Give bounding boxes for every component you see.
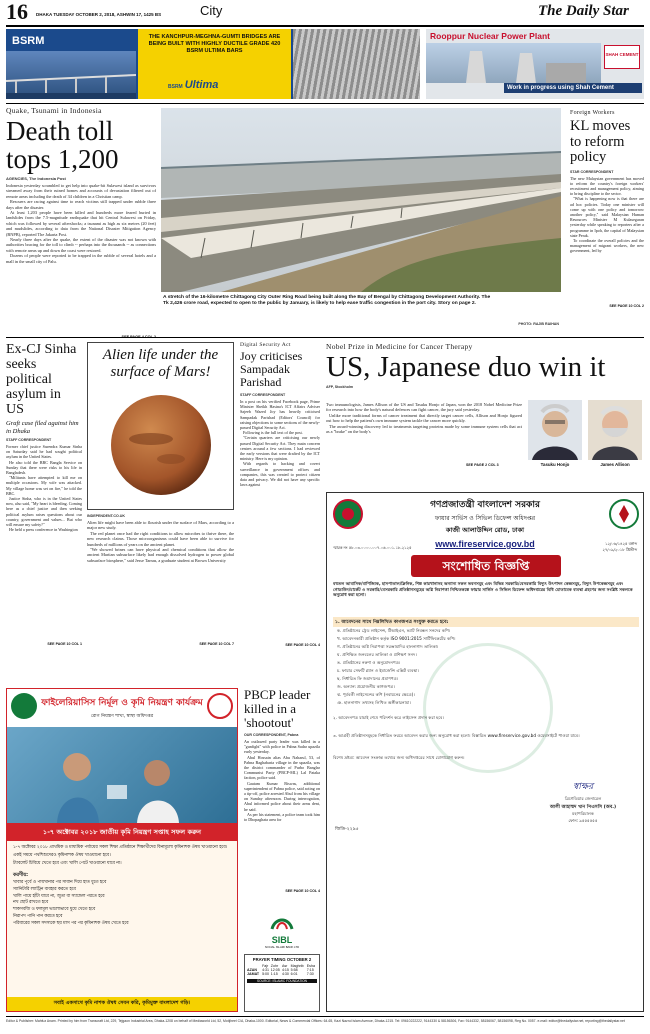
dsa-kicker: Digital Security Act [240,342,291,348]
mars-jump[interactable]: SEE PAGE 10 COL 7 [199,642,234,646]
prayer-col: Fajr [262,964,269,968]
gov-ref: জিডি-২২৯৫ [335,827,359,832]
nobel-body [326,402,522,460]
kirmi-habit: পরিবারের সকল সদস্যকে ছয় মাস পর পর কৃমিনাশক ঔষধ খেতে হবে [13,920,129,926]
dsa-headline[interactable]: Joy criticises Sampadak Parishad [240,349,303,389]
ad-rule [6,103,644,104]
kirmi-banner: ১-৭ অক্টোবর ২০১৮ জাতীয় কৃমি নিয়ন্ত্রণ সপ্তাহ সফল করুন [7,823,237,841]
kirmi-header [7,689,237,727]
road-photo [161,108,561,330]
gov-item: ঝ. পূর্ববর্তী লাইসেন্সের কপি (নবায়নের ক্ষেত্রে)। [337,692,415,697]
quake-para: Rescuers are racing against time to reach victims still trapped under rubble three days after the disaster. [6,199,156,210]
gov-header-1: গণপ্রজাতন্ত্রী বাংলাদেশ সরকার [430,500,540,510]
nobel-para: The award-winning discovery led to treatments targeting proteins made by some immune system cells that act as a "brake" on the body's [326,423,522,435]
page-number: 16 [6,0,28,24]
sinha-subhead: Graft case filed against him in Dhaka [6,420,79,435]
gov-item: চ. ফায়ার সেফটি প্ল্যান ও ইমার্জেন্সি এক্সিট ব্যবস্থা। [337,668,419,673]
sibl-logo [252,915,312,951]
quake-story [6,106,156,331]
gov-seal [333,499,363,529]
kirmi-ad [6,688,238,1012]
sinha-para: Former chief justice Surendra Kumar Sinha on Saturday said he had sought political asylum in the United States. [6,444,82,460]
nobel-para: Two immunologists, James Allison of the US and Tasuku Honjo of Japan, won the 2018 Nobel Medicine Prize for research into how the body's natural defences can fight cancer, the jury said yesterday. [326,402,522,413]
kl-para: "What is happening now is that there are ad hoc policies. Today one minister will come up with one policy and tomorrow another policy," said Malaysian Human Resources Minister M Kulasegaran yesterday while speaking to reporters after a programme in Ipoh, the capital of Malaysian state Perak. [570,196,644,238]
kirmi-habits-title: করণীয়: [13,873,29,878]
sibl-brand: SIBL [271,935,293,945]
pbcp-para: Gautam Kumar Biswas, additional superintendent of Pabna police, said acting on a tip-off, police arrested Abul from his village on Sunday afternoon. During interrogation, Abul informed police about their arms dent, he said. [244,780,320,812]
gov-seal-inner [342,508,354,520]
gov-item: ঞ. হালনাগাদ তথ্যসহ লিখিত অঙ্গীকারনামা। [337,700,411,705]
quake-para: Nearly three days after the quake, the extent of the disaster was not known with authorities bracing for the toll to climb -- perhaps into the thousands -- as connections with remote areas up and down the coast were restored. [6,237,156,253]
dsa-story [240,342,320,682]
gov-watermark [423,643,553,773]
masthead-rule [6,25,644,27]
shah-logo-box [604,45,640,69]
sinha-headline[interactable]: Ex-CJ Sinha seeks political asylum in US [6,342,77,417]
gov-title-banner [411,555,561,577]
gov-memo: স্মারক নং ৫৮.০৩.০০০০.০০৭.০৬.০০১.১৮-২১২৫ [333,545,412,550]
mars-para: The red planet once had the right conditions to allow microbes to thrive there, the new research claims. Those microorganisms could have been able to survive for hundreds of millions of years on the ancient planet. [87,530,234,547]
prayer-val: 5:58 [290,968,298,972]
plant-graphic [426,43,601,83]
bars-graphic [293,29,420,99]
dsa-para: Following is the full text of the post. [243,430,303,436]
sinha-story [6,342,82,682]
prayer-label: JAMAT [247,972,260,976]
sinha-para: Justice Sinha, who is in the United States now, also said, "My heart is bleeding. Coming here as a chief justice and then seeking political asylum raises questions about our country, government and values... But who will ensure my safety?" [6,496,82,528]
sinha-para: "Militants have attempted to kill me on multiple occasions. My wife was attacked. My village home was set on fire," he told the BBC. [6,475,82,496]
kirmi-logo-left [11,693,37,719]
gov-item: ঙ. প্রতিষ্ঠানের নকশা ও অনুমোদনপত্র। [337,660,401,665]
honjo-photo [528,400,582,460]
prayer-val: 12:05 [270,968,280,972]
sibl-full: SOCIAL ISLAMI BANK LTD [264,945,300,949]
pbcp-para: Abul Hossain alias Abu Naharul, 53, of Pabna Baghabaria village in the upazila, was the district commander of Purbo Banglar Communist Party (PBCP-ML) Lal Pataka faction, police said. [244,754,320,781]
shah-logo: SHAH CEMENT [605,52,639,57]
gov-header-3: কাজী আলাউদ্দিন রোড, ঢাকা [445,526,525,534]
kirmi-title: ফাইলেরিয়াসিস নির্মূল ও কৃমি নিয়ন্ত্রণ কার্যক্রম [41,698,203,708]
prayer-val: 5:00 [262,972,270,976]
kirmi-point: একই সময়ে পথশিশুদেরও কৃমিনাশক ঔষধ খাওয়ানো হবে। [13,853,111,858]
gov-website[interactable]: www.fireservice.gov.bd [435,539,535,549]
gov-item: জ. অন্যান্য প্রয়োজনীয় কাগজপত্র। [337,684,395,689]
masthead [0,0,650,26]
pbcp-jump[interactable]: SEE PAGE 10 COL 4 [285,889,320,893]
pbcp-byline: OUR CORRESPONDENT, Pabna [244,733,299,737]
gov-phone: ফোন: ৯৫৫৫৫৫৫ [568,818,598,823]
footer-rule [6,1016,644,1017]
pbcp-story [244,688,320,914]
sibl-mark [267,915,297,931]
gov-intro: বহুতল আবাসিক/বাণিজ্যিক, হাসপাতাল/ক্লিনিক, শিল্প কারখানাসহ অন্যান্য সকল ভবনসমূহ এবং বিভিন্ন সরকারি/বেসরকারি বিদ্যুৎ উৎপাদন কেন্দ্রসমূহ, বিদ্যুৎ উপকেন্দ্রসমূহ এবং গোডাউন/মার্কেট ও সরকারি/বেসরকারি প্রতিষ্ঠানসমূহের অগ্নি নিরাপত্তা নিশ্চিতকল্পে ফায়ার সার্ভিস ও সিভিল ডিফেন্স অধিদপ্তরের বিধি মোতাবেক ব্যবস্থা গ্রহণের জন্য সংশ্লিষ্ট সকলকে অনুরোধ করা হলো। [333,581,633,598]
prayer-val: 4:31 [262,968,270,972]
quake-headline[interactable]: Death toll tops 1,200 [6,116,119,174]
bridge-graphic [6,51,136,99]
photo-credit: PHOTO: RAJIB RAIHAN [518,322,559,326]
prayer-val: 6:01 [290,972,298,976]
ultima-name: Ultima [184,79,219,91]
dsa-para: In a post on his verified Facebook page, Prime Minister Sheikh Hasina's ICT Affairs Adviser Sajeeb Wazed Joy has heavily criticised Sampadak Parishad (Editors' Council) for raising objections to some sections of the newly-passed Digital Security Act. [240,399,320,431]
gov-note-3: ৩. আগ্রহী প্রতিষ্ঠানসমূহকে নির্ধারিত ফরমে আবেদন করার জন্য অনুরোধ করা হলো। বিস্তারিত www.fireservice.gov.bd ওয়েবসাইটে পাওয়া যাবে। [333,733,580,738]
gov-item: ঘ. প্রশিক্ষিত জনবলের তালিকা ও প্রশিক্ষণ সনদ। [337,652,417,657]
kirmi-logo-right [207,693,233,719]
dsa-jump[interactable]: SEE PAGE 10 COL 4 [285,643,320,647]
mars-story [87,342,234,682]
sinha-para: He also told the BBC Bangla Service on Sunday that there were risks to his life in Bangladesh. [6,459,82,476]
section-name: City [200,3,223,18]
sinha-jump[interactable]: SEE PAGE 10 COL 1 [47,642,82,646]
mars-body [87,520,234,642]
mars-para: "We showed brines can have physical and chemical conditions that allow the ancient Martian subsurface likely had enough dissolved hydrogen to power global subsurface biosphere," said Jesse Tarnas, a graduate student at Brown University [87,547,234,563]
prayer-val: 7:30 [306,972,314,976]
gov-footer-note: বিশেষ দ্রষ্টব্য: আবেদন সংক্রান্ত তথ্যের জন্য অধিদপ্তরের সাথে যোগাযোগ করুন। [333,755,465,760]
bsrm-headline-box [138,29,291,99]
gov-title: সংশোধিত বিজ্ঞপ্তি [442,559,530,573]
kirmi-point: ট্যাবলেট চিবিয়ে খেতে হবে এবং খালি পেটে খাওয়ানো যাবে না। [13,861,122,866]
gov-signature: স্বাক্ষর [572,781,594,791]
prayer-col: Zohr [270,964,279,968]
prayer-val: 7:15 [306,968,314,972]
kl-kicker: Foreign Workers [570,110,615,116]
kl-story [570,110,644,332]
gov-signatory-name: আলী আহাম্মদ খান পিএসসি (অব.) [549,805,617,810]
ultima-prefix: BSRM [168,84,183,90]
kirmi-subtitle: রোগ নিয়ন্ত্রণ শাখা, স্বাস্থ্য অধিদপ্তর [90,714,154,719]
sinha-body [6,444,82,642]
mars-para: Alien life might have been able to flourish under the surface of Mars, according to a major new study. [87,520,234,531]
nobel-kicker: Nobel Prize in Medicine for Cancer Therapy [326,342,473,351]
quake-byline: AGENCIES, The Indonesia Post [6,176,66,181]
gov-item: ক. প্রতিষ্ঠানের ট্রেড লাইসেন্স, টিআইএন, ভ্যাট নিবন্ধন সনদের কপি। [337,628,451,633]
sinha-para: He held a press conference in Washington [9,527,78,533]
prayer-val: 4:15 [281,968,289,972]
dsa-body [240,399,320,643]
kl-para: The new Malaysian government has moved to reform the country's foreign workers' recruitment and management policy, aiming to bring discipline to the sector. [570,175,644,197]
dsa-para: "Certain quarters are criticising our newly passed Digital Security Act. They main concern centres around a few sections. I had reviewed the early versions that were drafted by the ICT ministry. Here is my opinion. [240,435,320,462]
allison-name: James Allison [600,462,630,467]
footer-imprint: Editor & Publisher: Mahfuz Anam. Printed by him from Transcraft Ltd, 229, Tejgaon Industrial Area, Dhaka-1208 on behalf of Mediaworld Ltd, 52, Motijheel C/A, Dhaka-1000. Editorial, News & Commercial Offices: 64-65, Kazi Nazrul Islam Avenue, Dhaka-1215. Tel: 09610222222, 9144330 & 58156306, Fax: 9144332, 58156067, 58156098, Reg No. 0057. e-mail: editor@thedailystar.net, reporting@thedailystar.net [6,1019,625,1023]
prayer-val: 4:30 [281,972,289,976]
prayer-col: Maghrib [290,964,304,968]
gov-note-2: ২. আবেদনপত্র যাচাই শেষে পরিদর্শন করে লাইসেন্স প্রদান করা হবে। [333,715,444,720]
honjo-name: Tasuku Honjo [540,462,570,467]
gov-date-1: ১২/০৬/১৪২৫ বঙ্গাব্দ [605,541,637,546]
kl-headline[interactable]: KL moves to reform policy [570,118,631,165]
mars-credit: INDEPENDENT.CO.UK [87,514,125,518]
gov-ad [326,492,644,1012]
bsrm-headline: THE KANCHPUR-MEGHNA-GUMTI BRIDGES ARE BEING BUILT WITH HIGHLY DUCTILE GRADE 420 BSRM ULTIMA BARS [148,34,281,55]
kirmi-slogan: সবাই একসাথে কৃমি নাশক ঔষধ সেবন করি, কৃমিমুক্ত বাংলাদেশ গড়ি। [7,997,237,1011]
kirmi-habit: স্যানিটারি ল্যাট্রিন ব্যবহার করতে হবে [13,886,76,892]
gov-signatory-title2: মহাপরিচালক [572,811,594,816]
shah-title: Rooppur Nuclear Power Plant [430,31,550,41]
kirmi-points [7,841,237,932]
allison-photo [588,400,642,460]
nobel-story [326,342,644,492]
fire-logo [609,499,639,529]
ultima-brand [168,79,218,91]
quake-para: Dozens of people were reported to be trapped in the rubble of several hotels and a mall in the small city of Palu. [6,253,156,264]
prayer-val: 1:15 [270,972,278,976]
quake-body [6,183,156,335]
nobel-headline[interactable]: US, Japanese duo win it [326,351,606,383]
pbcp-headline[interactable]: PBCP leader killed in a 'shootout' [244,687,311,730]
pbcp-body [244,739,320,889]
nobel-byline: AFP, Stockholm [326,385,354,389]
mars-box [87,342,234,510]
gov-header-2: ফায়ার সার্ভিস ও সিভিল ডিফেন্স অধিদপ্তর [434,515,536,522]
dsa-para: With regards to hacking and covert surveillance in government offices and companies, this was created to protect citizen data and privacy. We did not have any specific laws against [240,461,320,488]
gov-list-title: ১. আবেদনের সাথে নিম্নলিখিত কাগজপত্র সংযুক্ত করতে হবে: [333,617,639,627]
gov-item: খ. আবেদনকারী প্রতিষ্ঠান কর্তৃক ISO 9001:2015 সার্টিফিকেটের কপি। [337,636,456,641]
dsa-byline: STAFF CORRESPONDENT [240,393,286,397]
prayer-source: SOURCE: ISLAMIC FOUNDATION [247,979,317,983]
kl-para: To coordinate the overall policies and the management of migrant workers, the new government, led by [570,237,644,254]
ad-shah-cement [426,29,644,99]
gov-item: ছ. নির্ধারিত ফি জমাদানের প্রমাণপত্র। [337,676,399,681]
gov-date-2: ২৭/০৯/২০১৮ খ্রিস্টাব্দ [602,547,637,552]
kirmi-photo [7,727,237,823]
paper-name: The Daily Star [538,3,629,19]
row-rule [6,337,644,338]
prayer-title: PRAYER TIMING OCTOBER 2 [252,957,312,962]
pbcp-para: An outlawed party leader was killed in a "gunfight" with police in Pabna Sadar upazila early yesterday. [244,739,320,755]
kirmi-habit: খালি পায়ে হাঁটা যাবে না, জুতা বা স্যান্ডেল পরতে হবে [13,893,105,899]
kirmi-habit: নখ ছোট রাখতে হবে [13,900,49,906]
prayer-row [247,972,317,976]
road-photo-image [161,108,561,292]
nobel-para: Unlike more traditional forms of cancer treatment that directly target cancer cells, Allison and Honjo figured out how to help the patient's own immune system tackle the cancer more quickly. [326,412,522,424]
mars-title[interactable]: Alien life under the surface of Mars! [102,347,219,380]
kirmi-point: ১-৭ অক্টোবর ২০১৮ প্রাথমিক ও মাধ্যমিক পর্যায়ের সকল শিক্ষা প্রতিষ্ঠানে শিক্ষার্থীদের বিনামূল্যে কৃমিনাশক ঔষধ খাওয়ানো হবে। [13,845,228,850]
gov-item: গ. প্রতিষ্ঠানের অগ্নি নিরাপত্তা সরঞ্জামাদির হালনাগাদ তালিকা। [337,644,439,649]
ad-bsrm [6,29,420,99]
prayer-table [247,964,317,976]
mars-planet-image [106,387,216,497]
gov-signatory-title1: ব্রিগেডিয়ার জেনারেল [564,796,602,801]
kirmi-habit: শাকসবজি ও ফলমূল ভালোভাবে ধুয়ে খেতে হবে [13,907,96,913]
pbcp-para: As per his statement, a police team took him to Dhopaghata area for [244,811,320,823]
prayer-col: Asr [281,964,288,968]
photo-caption: A stretch of the 16-kilometre Chittagong City Outer Ring Road being built along the Bay of Bengal by Chittagong Development Authority. The Tk 2,426 crore road, expected to open to the public by January, is likely to help ease traffic congestion in the port city. Story on page 2. [163,295,491,307]
kirmi-habit: নিরাপদ পানি পান করতে হবে [13,913,63,919]
dateline: DHAKA TUESDAY OCTOBER 2, 2018, ASHWIN 17, 1425 BS [36,12,162,17]
quake-kicker: Quake, Tsunami in Indonesia [6,106,102,115]
nobel-jump[interactable]: SEE PAGE 2 COL 3 [466,463,499,467]
quake-para: Indonesia yesterday scrambled to get help into quake-hit Sulawesi island as survivors streamed away from their ruined homes and accounts of devastation filtered out of remote areas including the death of 34 children in a Christian camp. [6,183,156,199]
bsrm-logo: BSRM [12,35,45,47]
prayer-box [244,954,320,1012]
prayer-label: AZAN [247,968,257,972]
shah-tagline: Work in progress using Shah Cement [504,83,642,93]
kl-jump[interactable]: SEE PAGE 10 COL 2 [609,303,644,308]
kirmi-habit: খাবার পূর্বে ও পায়খানার পর সাবান দিয়ে হাত ধুতে হবে [13,880,107,885]
sinha-byline: STAFF CORRESPONDENT [6,438,52,442]
kl-byline: STAR CORRESPONDENT [570,169,614,174]
prayer-col: Esha [306,964,315,968]
quake-para: At least 1,203 people have been killed and hundreds more feared buried in landslides from the 7.5-magnitude earthquake that hit Central Sulawesi on Friday, which was followed by several aftershocks; a tsunami as high as six metres (20 feet) and mudslides, according to data from the National Disaster Mitigation Agency (BNPB), reported The Jakarta Post. [6,210,156,237]
gov-signature-block [527,779,639,825]
kl-body [570,176,644,304]
